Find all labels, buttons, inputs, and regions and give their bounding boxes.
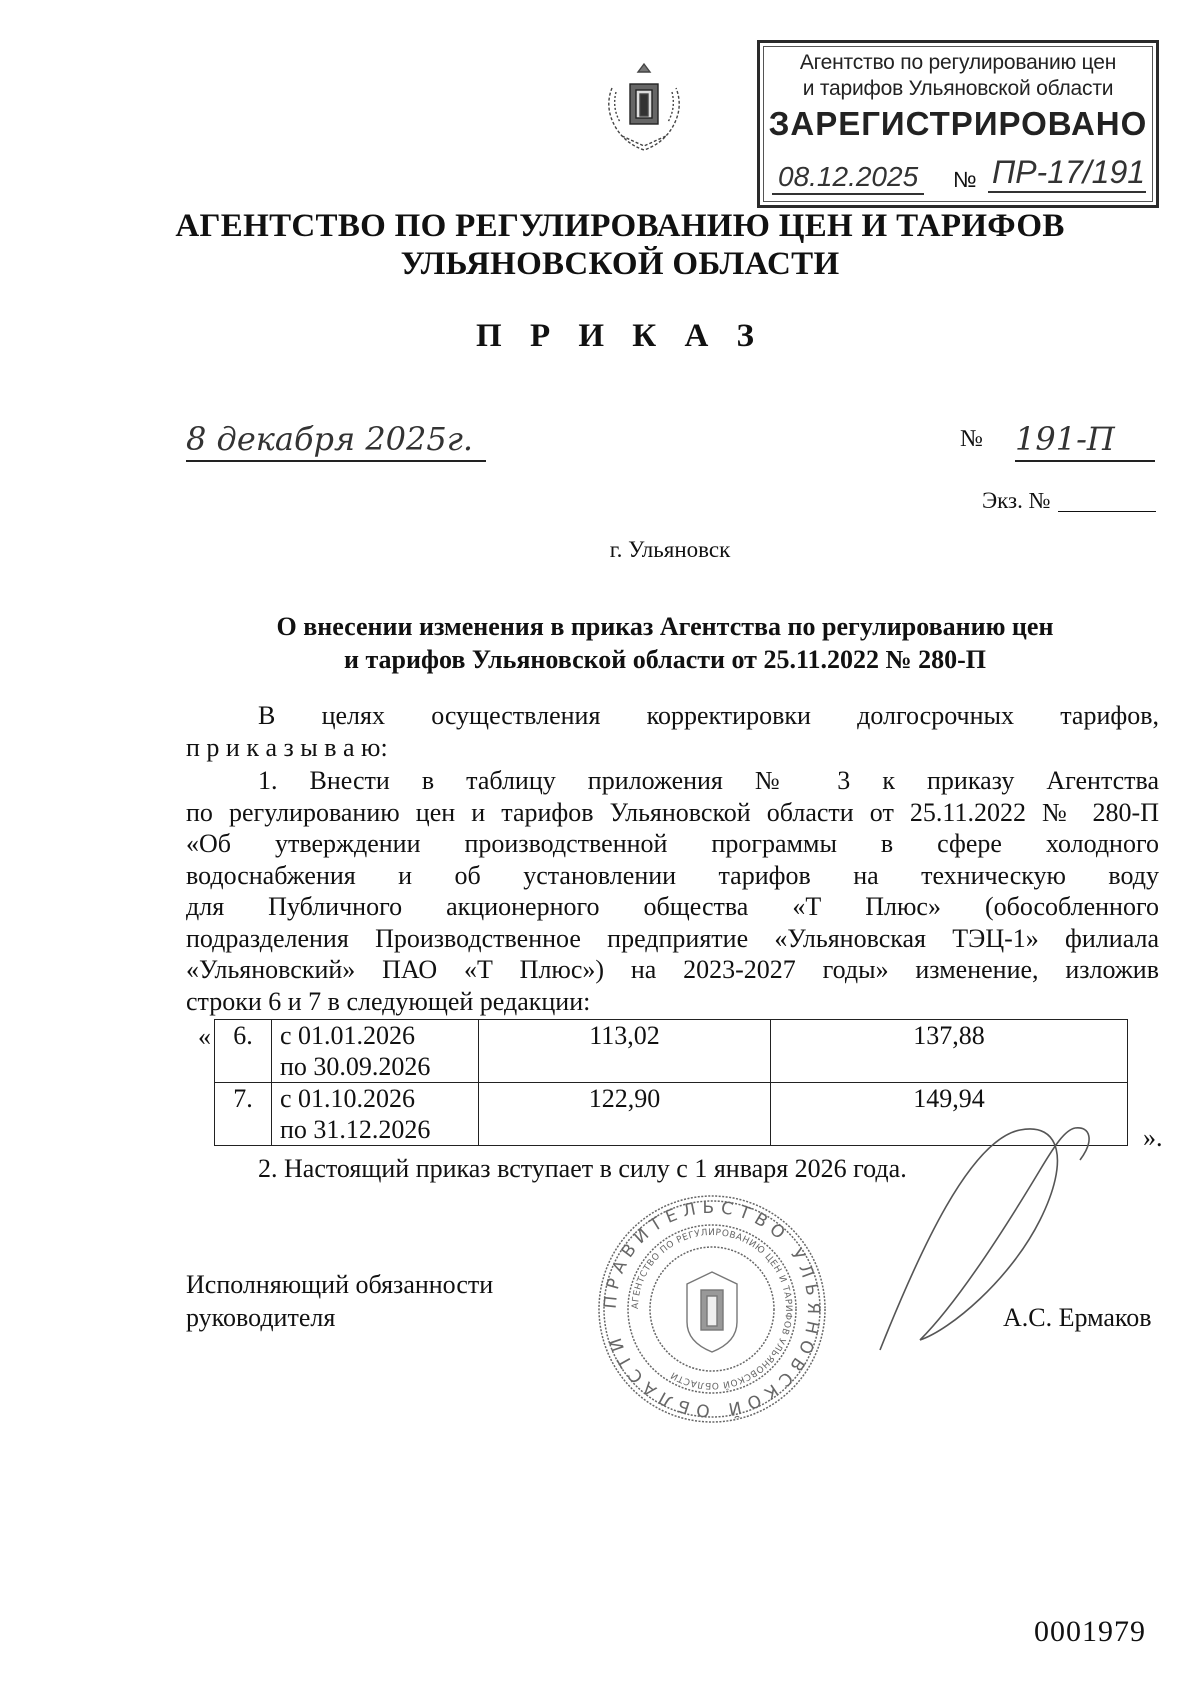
table-row <box>215 1020 1128 1083</box>
tariff-value-2: 137,88 <box>771 1020 1128 1083</box>
quote-open: « <box>198 1022 211 1051</box>
copy-number-label: Экз. № <box>982 488 1051 513</box>
stamp-number-label: № <box>953 167 977 192</box>
copy-number-blank <box>1058 510 1156 512</box>
org-title-line-2: УЛЬЯНОВСКОЙ ОБЛАСТИ <box>400 246 840 282</box>
clause-1-line: по регулированию цен и тарифов Ульяновской области от 25.11.2022 № 280-П <box>186 797 1159 827</box>
clause-2: 2. Настоящий приказ вступает в силу с 1 января 2026 года. <box>258 1154 907 1183</box>
stamp-date: 08.12.2025 <box>772 161 924 195</box>
order-number-label: № <box>960 426 983 452</box>
official-seal <box>595 1192 829 1426</box>
seal-inner-text: АГЕНТСТВО ПО РЕГУЛИРОВАНИЮ ЦЕН И ТАРИФОВ УЛЬЯНОВСКОЙ ОБЛАСТИ <box>630 1227 794 1391</box>
signer-name: А.С. Ермаков <box>1003 1303 1152 1332</box>
preamble-line-1: В целях осуществления корректировки долгосрочных тарифов, <box>258 701 1159 730</box>
stamp-number: ПР-17/191 <box>988 153 1146 193</box>
seal-emblem-icon <box>687 1272 737 1352</box>
document-type: П Р И К А З <box>476 318 764 354</box>
stamp-line-2: и тарифов Ульяновской области <box>802 77 1114 100</box>
period-from: с 01.10.2026 <box>280 1084 416 1113</box>
city: г. Ульяновск <box>609 537 731 562</box>
period-to: по 30.09.2026 <box>280 1052 431 1081</box>
preamble <box>186 700 1159 763</box>
order-number: 191-П <box>1015 418 1155 462</box>
document-serial-number: 0001979 <box>1034 1615 1146 1648</box>
clause-1-line: для Публичного акционерного общества «Т Плюс» (обособленного <box>186 892 1159 921</box>
tariff-value-1: 113,02 <box>479 1020 771 1083</box>
period-from: с 01.01.2026 <box>280 1021 416 1050</box>
clause-1-line: «Ульяновский» ПАО «Т Плюс») на 2023-2027 годы» изменение, изложив <box>186 955 1159 984</box>
tariff-value-1: 122,90 <box>479 1083 771 1146</box>
stamp-line-1: Агентство по регулированию цен <box>799 51 1117 74</box>
clause-1-line: строки 6 и 7 в следующей редакции: <box>186 986 591 1016</box>
registration-stamp <box>757 40 1159 208</box>
preamble-line-2: п р и к а з ы в а ю: <box>186 732 388 762</box>
row-number: 6. <box>215 1020 272 1083</box>
coat-of-arms-icon <box>602 58 686 158</box>
stamp-status: ЗАРЕГИСТРИРОВАНО <box>768 105 1148 142</box>
period-to: по 31.12.2026 <box>280 1115 431 1144</box>
org-title-line-1: АГЕНТСТВО ПО РЕГУЛИРОВАНИЮ ЦЕН И ТАРИФОВ <box>175 208 1065 244</box>
clause-1-line: «Об утверждении производственной программы в сфере холодного <box>186 829 1159 858</box>
row-period <box>272 1083 479 1146</box>
clause-1-line: 1. Внести в таблицу приложения № 3 к приказу Агентства <box>258 766 1159 795</box>
row-period <box>272 1020 479 1083</box>
tariff-value-2: 149,94 <box>771 1083 1128 1146</box>
clause-1-line: подразделения Производственное предприятие «Ульяновская ТЭЦ-1» филиала <box>186 923 1159 953</box>
row-number: 7. <box>215 1083 272 1146</box>
signer-position-line-2: руководителя <box>186 1303 336 1332</box>
clause-1 <box>186 765 1159 1017</box>
subject-line-1: О внесении изменения в приказ Агентства по регулированию цен <box>276 612 1054 641</box>
quote-close: ». <box>1143 1123 1163 1152</box>
clause-1-line: водоснабжения и об установлении тарифов на техническую воду <box>186 860 1159 890</box>
subject-line-2: и тарифов Ульяновской области от 25.11.2022 № 280-П <box>343 645 987 674</box>
order-date: 8 декабря 2025г. <box>186 418 486 462</box>
seal-outer-text: ПРАВИТЕЛЬСТВО УЛЬЯНОВСКОЙ ОБЛАСТИ <box>600 1197 824 1421</box>
signer-position-line-1: Исполняющий обязанности <box>186 1270 494 1299</box>
